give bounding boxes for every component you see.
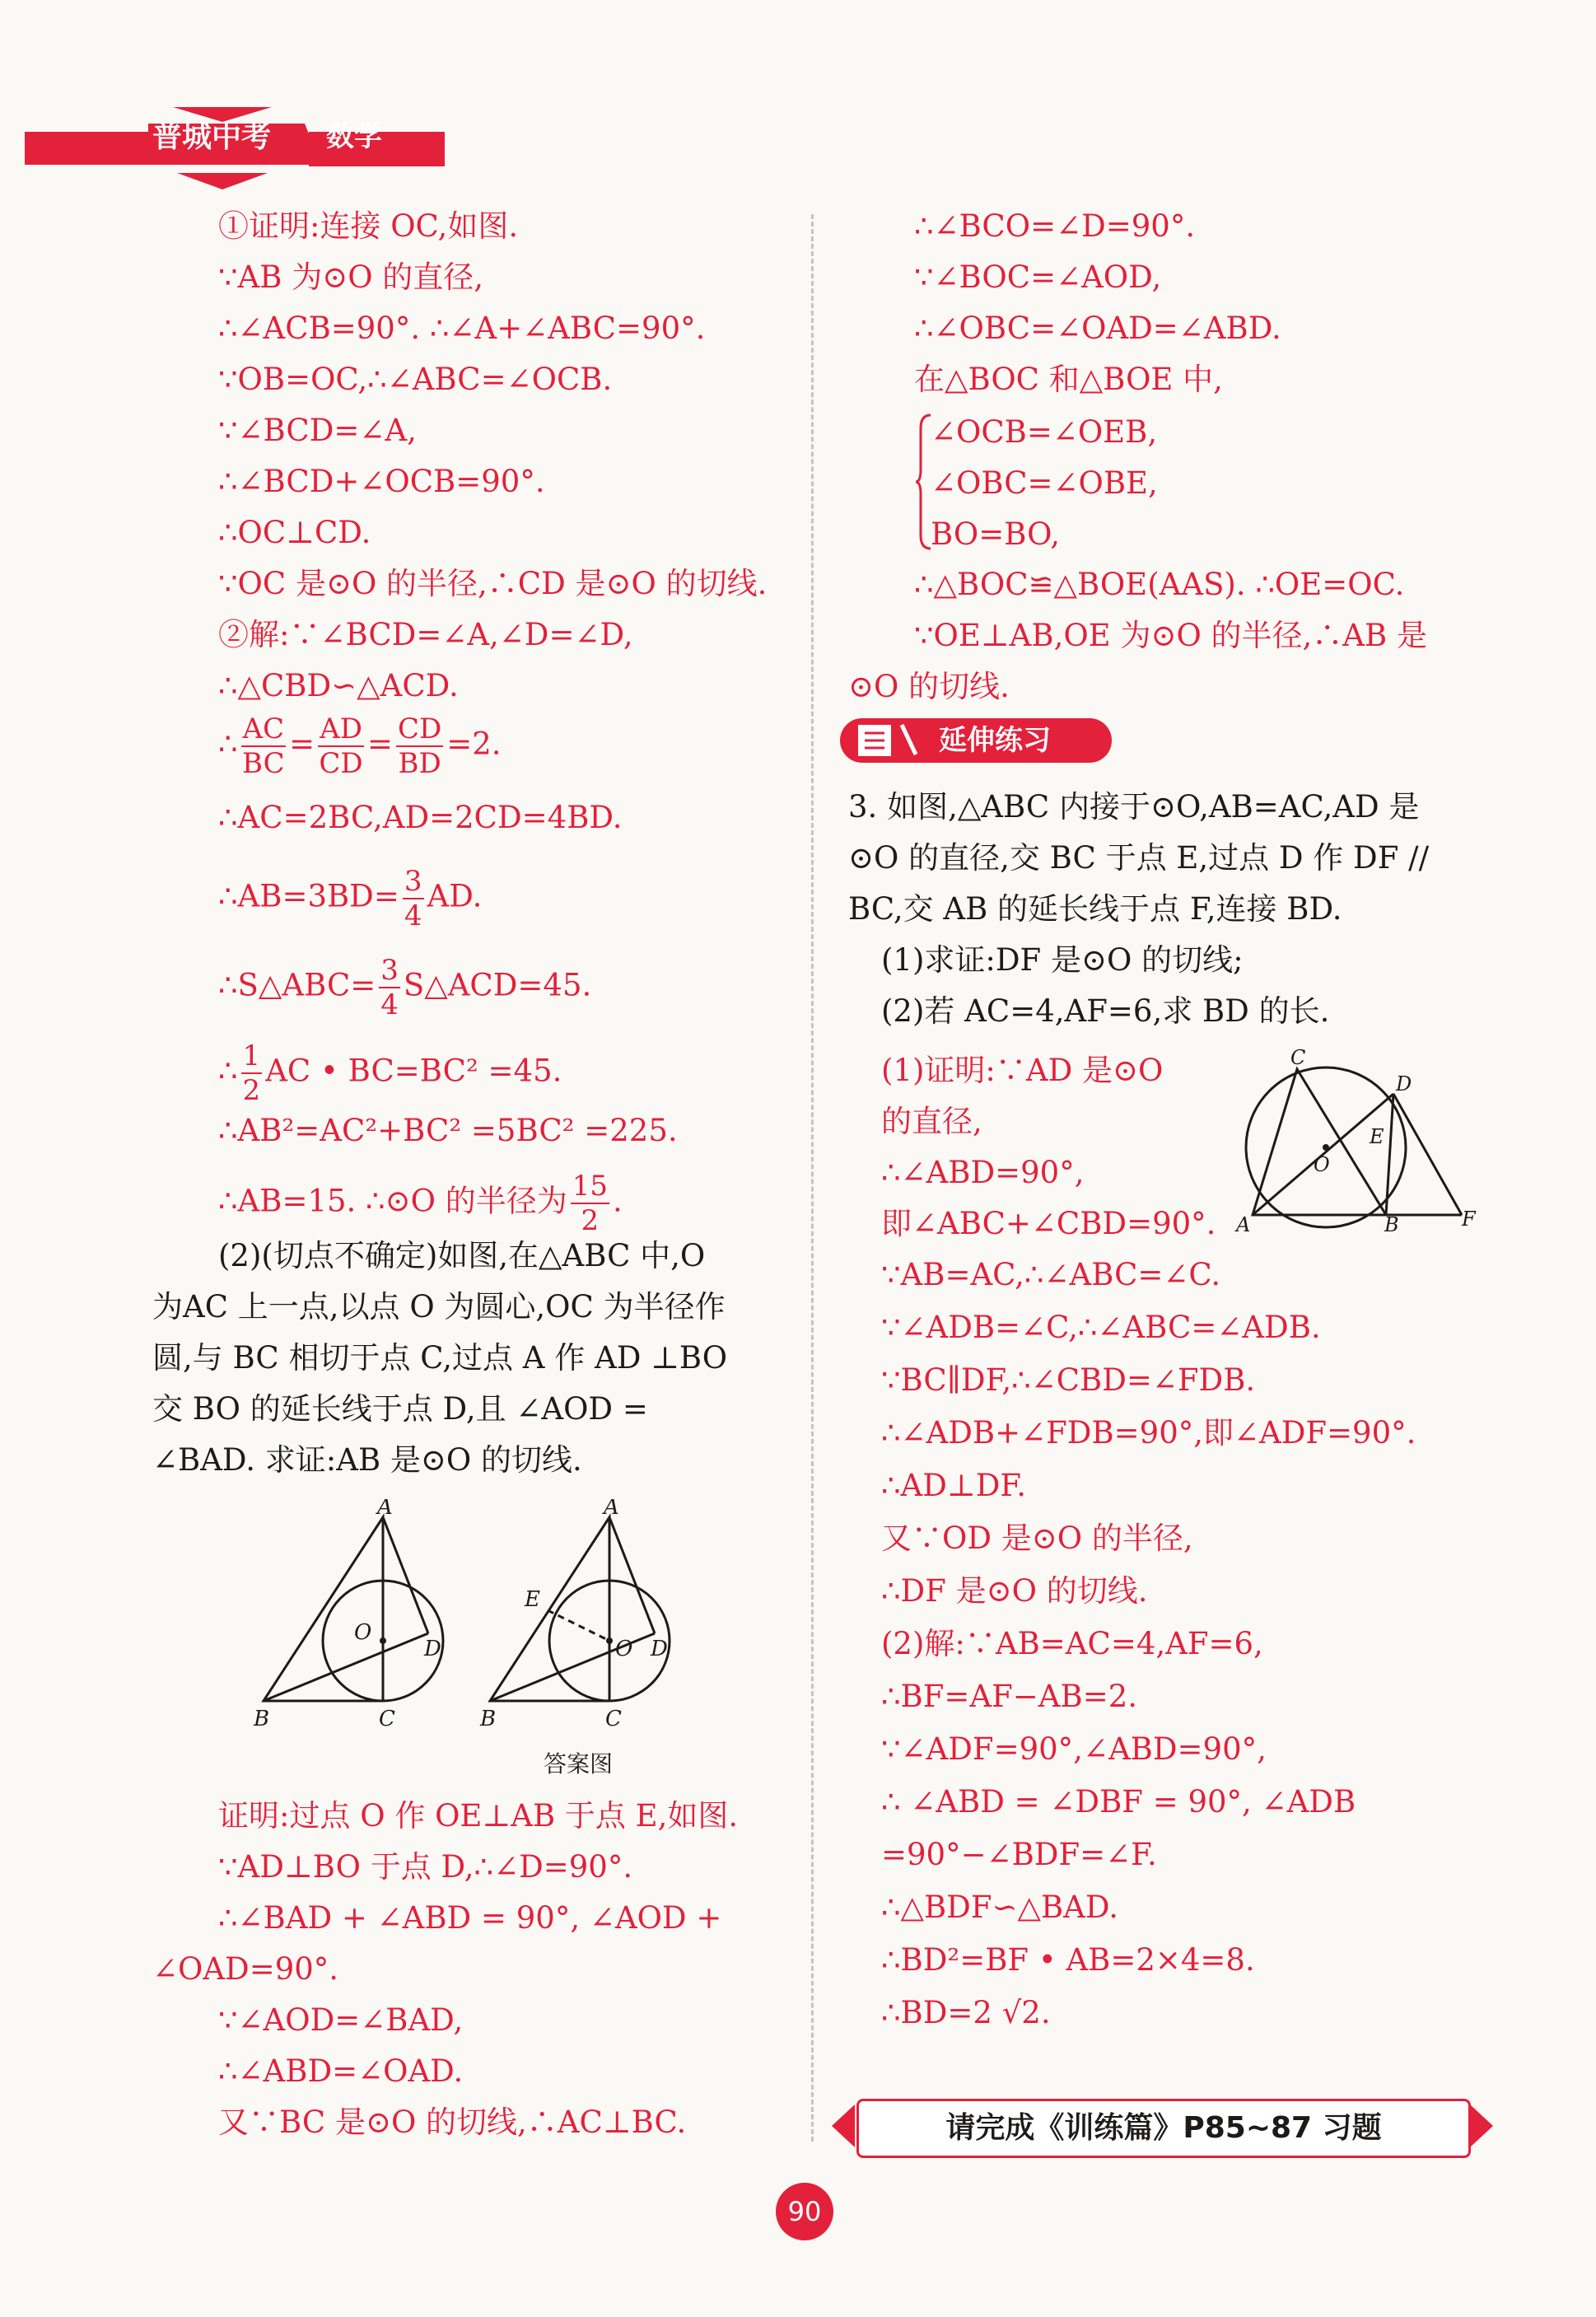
label-c: C: [605, 1707, 622, 1731]
footer-assignment-text: 请完成《训练篇》P85~87 习题: [945, 2111, 1382, 2145]
sol3-line-0: ∵AB=AC,∴∠ABC=∠C.: [881, 1257, 1221, 1292]
label-d: D: [651, 1637, 668, 1661]
problem3-line-2: BC,交 AB 的延长线于点 F,连接 BD.: [848, 891, 1342, 927]
label-c: C: [379, 1707, 395, 1731]
right-after-line-1: ∵OE⊥AB,OE 为⊙O 的半径,∴AB 是: [914, 618, 1427, 653]
proof2-line-4: ∵∠AOD=∠BAD,: [218, 2002, 464, 2038]
area-line: ∴S△ABC= $\frac{3}{4}$ S△ACD=45.: [218, 954, 592, 1021]
sol3-top-line-2: ∴∠ABD=90°,: [881, 1155, 1085, 1190]
half-line: ∴ $\frac{1}{2}$ AC • BC=BC² =45.: [218, 1039, 562, 1107]
sol3-line-2: ∵BC∥DF,∴∠CBD=∠FDB.: [881, 1362, 1256, 1398]
answer-figure-right: [474, 1499, 712, 1738]
label-o: O: [1314, 1153, 1330, 1176]
square-line: ∴AB²=AC²+BC² =5BC² =225.: [218, 1113, 678, 1148]
right-wrap-line: ⊙O 的切线.: [848, 669, 1010, 704]
problem2-line-0: (2)(切点不确定)如图,在△ABC 中,O: [218, 1238, 706, 1273]
label-d: D: [424, 1637, 441, 1661]
sol3-top-line-3: 即∠ABC+∠CBD=90°.: [881, 1206, 1216, 1241]
left-line-2: ∴∠ACB=90°. ∴∠A+∠ABC=90°.: [218, 311, 706, 346]
radius-line: ∴AB=15. ∴⊙O 的半径为 $\frac{15}{2}$ .: [218, 1170, 623, 1237]
label-a: A: [377, 1499, 393, 1520]
system-line-2: BO=BO,: [931, 516, 1061, 552]
proof2-line-1: ∵AD⊥BO 于点 D,∴∠D=90°.: [218, 1849, 633, 1885]
sol3-top-line-1: 的直径,: [881, 1104, 982, 1139]
label-b: B: [1384, 1213, 1399, 1236]
left-line-6: ∴OC⊥CD.: [218, 515, 371, 550]
left-line-7: ∵OC 是⊙O 的半径,∴CD 是⊙O 的切线.: [218, 566, 768, 601]
problem2-line-3: 交 BO 的延长线于点 D,且 ∠AOD =: [152, 1391, 648, 1427]
problem-3-figure: [1231, 1046, 1486, 1236]
problem2-line-1: 为AC 上一点,以点 O 为圆心,OC 为半径作: [152, 1289, 726, 1324]
proof2-line-3: ∠OAD=90°.: [152, 1951, 339, 1987]
sol3-line-5: 又∵OD 是⊙O 的半径,: [881, 1521, 1193, 1556]
label-e: E: [1370, 1125, 1384, 1148]
label-b: B: [480, 1707, 497, 1731]
label-c: C: [1290, 1046, 1306, 1069]
sol3-line-4: ∴AD⊥DF.: [881, 1468, 1027, 1503]
answer-figure-left: [247, 1499, 478, 1738]
label-b: B: [254, 1707, 270, 1731]
label-f: F: [1462, 1208, 1476, 1231]
label-e: E: [525, 1587, 540, 1612]
sol3-line-12: ∴△BDF∽△BAD.: [881, 1890, 1118, 1925]
proof2-line-6: 又∵BC 是⊙O 的切线,∴AC⊥BC.: [218, 2104, 687, 2140]
problem3-line-1: ⊙O 的直径,交 BC 于点 E,过点 D 作 DF //: [848, 840, 1430, 876]
system-line-1: ∠OBC=∠OBE,: [931, 465, 1158, 501]
right-line-1: ∵∠BOC=∠AOD,: [914, 259, 1162, 295]
footer-arrow-right: [1468, 2104, 1493, 2147]
footer-arrow-left: [832, 2104, 856, 2147]
left-line-4: ∵∠BCD=∠A,: [218, 413, 417, 448]
left-line-0: ①证明:连接 OC,如图.: [218, 208, 519, 244]
page-number: 90: [776, 2183, 833, 2240]
problem3-line-4: (2)若 AC=4,AF=6,求 BD 的长.: [881, 993, 1330, 1029]
system-line-0: ∠OCB=∠OEB,: [931, 414, 1158, 450]
ab-line: ∴AB=3BD= $\frac{3}{4}$ AD.: [218, 865, 483, 932]
column-divider: [811, 214, 814, 2142]
sol3-line-9: ∵∠ADF=90°,∠ABD=90°,: [881, 1731, 1267, 1767]
problem2-line-4: ∠BAD. 求证:AB 是⊙O 的切线.: [152, 1442, 582, 1478]
sol3-line-6: ∴DF 是⊙O 的切线.: [881, 1573, 1148, 1609]
problem3-line-3: (1)求证:DF 是⊙O 的切线;: [881, 942, 1244, 978]
label-a: A: [1236, 1213, 1251, 1236]
footer-assignment: [856, 2099, 1471, 2158]
label-d: D: [1396, 1072, 1412, 1095]
sol3-line-14: ∴BD=2 √2.: [881, 1995, 1051, 2030]
label-o: O: [354, 1620, 372, 1645]
sol3-line-7: (2)解:∵AB=AC=4,AF=6,: [881, 1626, 1263, 1661]
right-after-line-0: ∴△BOC≌△BOE(AAS). ∴OE=OC.: [914, 567, 1405, 602]
sol3-line-8: ∴BF=AF−AB=2.: [881, 1679, 1138, 1714]
figure-caption: 答案图: [544, 1750, 614, 1777]
left-line-9: ∴△CBD∽△ACD.: [218, 668, 459, 703]
proof2-line-2: ∴∠BAD + ∠ABD = 90°, ∠AOD +: [218, 1900, 722, 1936]
sol3-top-line-0: (1)证明:∵AD 是⊙O: [881, 1053, 1164, 1088]
problem3-line-0: 3. 如图,△ABC 内接于⊙O,AB=AC,AD 是: [848, 789, 1420, 824]
section-tag-label: 延伸练习: [939, 724, 1051, 757]
ratio-line: ∴ $\frac{AC}{BC}$ = $\frac{AD}{CD}$ = $\frac{CD}{BD}$ =2.: [218, 712, 502, 780]
proof2-line-5: ∴∠ABD=∠OAD.: [218, 2053, 464, 2089]
left-line-1: ∵AB 为⊙O 的直径,: [218, 259, 484, 295]
left-line-5: ∴∠BCD+∠OCB=90°.: [218, 464, 545, 499]
problem2-line-2: 圆,与 BC 相切于点 C,过点 A 作 AD ⊥BO: [152, 1340, 728, 1376]
label-o: O: [615, 1637, 633, 1661]
right-line-2: ∴∠OBC=∠OAD=∠ABD.: [914, 311, 1281, 346]
sol3-line-1: ∵∠ADB=∠C,∴∠ABC=∠ADB.: [881, 1310, 1321, 1345]
sol3-line-10: ∴ ∠ABD = ∠DBF = 90°, ∠ADB: [881, 1784, 1356, 1819]
left-line-3: ∵OB=OC,∴∠ABC=∠OCB.: [218, 362, 613, 397]
sol3-line-3: ∴∠ADB+∠FDB=90°,即∠ADF=90°.: [881, 1415, 1416, 1450]
sol3-line-13: ∴BD²=BF • AB=2×4=8.: [881, 1942, 1255, 1978]
label-a: A: [604, 1499, 619, 1520]
subject-label: 数学: [326, 120, 382, 153]
brand-logo-text: 普城中考: [152, 120, 272, 154]
left-line-8: ②解:∵∠BCD=∠A,∠D=∠D,: [218, 617, 633, 652]
right-line-3: 在△BOC 和△BOE 中,: [914, 362, 1223, 397]
ac-line: ∴AC=2BC,AD=2CD=4BD.: [218, 800, 623, 835]
proof2-line-0: 证明:过点 O 作 OE⊥AB 于点 E,如图.: [218, 1798, 739, 1834]
right-line-0: ∴∠BCO=∠D=90°.: [914, 208, 1196, 244]
sol3-line-11: =90°−∠BDF=∠F.: [881, 1837, 1157, 1872]
